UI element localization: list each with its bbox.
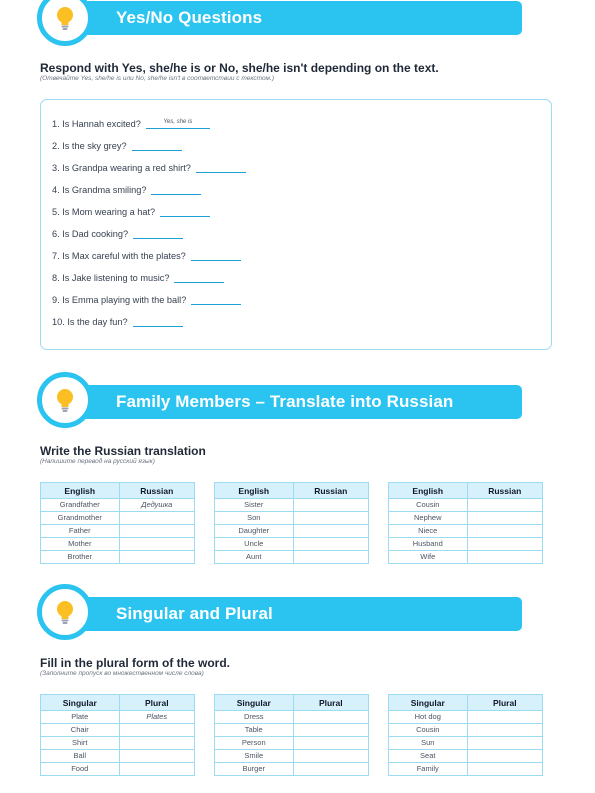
word-cell: Father — [41, 525, 120, 538]
column-header: Singular — [215, 695, 294, 711]
word-cell: Wife — [389, 551, 468, 564]
lightbulb-badge — [37, 0, 93, 46]
question-text: 5. Is Mom wearing a hat? — [52, 207, 156, 217]
column-header: Plural — [119, 695, 194, 711]
question-text: 6. Is Dad cooking? — [52, 229, 129, 239]
word-cell: Food — [41, 763, 120, 776]
answer-cell[interactable]: Plates — [119, 711, 194, 724]
instruction-plural: Fill in the plural form of the word. — [40, 656, 230, 670]
answer-blank[interactable] — [160, 206, 210, 217]
lightbulb-icon — [50, 385, 80, 415]
table-row — [41, 711, 195, 724]
table-row — [41, 737, 195, 750]
section-banner-family — [44, 385, 522, 419]
instruction-ru-family: (Напишите перевод на русский язык) — [40, 458, 155, 465]
question-text: 8. Is Jake listening to music? — [52, 273, 170, 283]
column-header: English — [215, 483, 294, 499]
column-header: Singular — [41, 695, 120, 711]
answer-cell[interactable] — [293, 750, 368, 763]
column-header: Russian — [119, 483, 194, 499]
column-header: English — [41, 483, 120, 499]
family-table-1 — [40, 482, 195, 564]
answer-blank[interactable] — [174, 272, 224, 283]
answer-cell[interactable] — [119, 538, 194, 551]
word-cell: Family — [389, 763, 468, 776]
plural-table-3 — [388, 694, 543, 776]
answer-cell[interactable] — [467, 525, 542, 538]
answer-cell[interactable] — [293, 525, 368, 538]
table-row — [389, 750, 543, 763]
question-row — [52, 162, 246, 173]
table-row — [41, 512, 195, 525]
answer-cell[interactable] — [467, 538, 542, 551]
answer-blank[interactable] — [133, 316, 183, 327]
answer-cell[interactable] — [119, 724, 194, 737]
word-cell: Plate — [41, 711, 120, 724]
answer-cell[interactable] — [119, 512, 194, 525]
answer-blank[interactable] — [191, 250, 241, 261]
family-table-3 — [388, 482, 543, 564]
table-row — [215, 711, 369, 724]
word-cell: Smile — [215, 750, 294, 763]
answer-cell[interactable] — [467, 512, 542, 525]
answer-cell[interactable] — [467, 499, 542, 512]
answer-cell[interactable] — [293, 711, 368, 724]
table-row — [215, 512, 369, 525]
column-header: Russian — [467, 483, 542, 499]
word-cell: Grandfather — [41, 499, 120, 512]
table-row — [41, 538, 195, 551]
word-cell: Nephew — [389, 512, 468, 525]
table-row — [389, 512, 543, 525]
answer-cell[interactable] — [467, 724, 542, 737]
question-row — [52, 118, 210, 129]
answer-cell[interactable] — [119, 750, 194, 763]
answer-blank[interactable] — [132, 140, 182, 151]
table-row — [215, 763, 369, 776]
answer-cell[interactable] — [467, 750, 542, 763]
plural-table-2 — [214, 694, 369, 776]
answer-blank[interactable] — [196, 162, 246, 173]
word-cell: Cousin — [389, 724, 468, 737]
instruction-ru-yesno: (Отвечайте Yes, she/he is или No, she/he isn't в соответствии с текстом.) — [40, 75, 274, 82]
table-row — [215, 551, 369, 564]
table-row — [41, 724, 195, 737]
word-cell: Husband — [389, 538, 468, 551]
table-header-row — [41, 695, 195, 711]
table-row — [389, 737, 543, 750]
table-row — [389, 525, 543, 538]
question-row — [52, 184, 201, 195]
answer-cell[interactable] — [293, 551, 368, 564]
table-row — [215, 724, 369, 737]
plural-table-1 — [40, 694, 195, 776]
section-banner-plural — [44, 597, 522, 631]
table-row — [389, 711, 543, 724]
answer-cell[interactable] — [293, 724, 368, 737]
instruction-ru-plural: (Заполните пропуск во множественном числе слова) — [40, 670, 204, 677]
question-row — [52, 272, 224, 283]
answer-cell[interactable] — [293, 763, 368, 776]
table-header-row — [215, 483, 369, 499]
word-cell: Hot dog — [389, 711, 468, 724]
table-row — [389, 499, 543, 512]
word-cell: Dress — [215, 711, 294, 724]
lightbulb-badge — [37, 584, 93, 640]
word-cell: Son — [215, 512, 294, 525]
question-row — [52, 316, 183, 327]
table-row — [41, 551, 195, 564]
word-cell: Cousin — [389, 499, 468, 512]
word-cell: Burger — [215, 763, 294, 776]
answer-cell[interactable] — [467, 551, 542, 564]
answer-cell[interactable] — [467, 763, 542, 776]
answer-cell[interactable] — [119, 737, 194, 750]
question-text: 1. Is Hannah excited? — [52, 119, 141, 129]
word-cell: Seat — [389, 750, 468, 763]
instruction-yesno: Respond with Yes, she/he is or No, she/he isn't depending on the text. — [40, 61, 439, 75]
column-header: Russian — [293, 483, 368, 499]
question-text: 3. Is Grandpa wearing a red shirt? — [52, 163, 191, 173]
table-row — [41, 525, 195, 538]
answer-cell[interactable]: Дедушка — [119, 499, 194, 512]
table-row — [389, 551, 543, 564]
word-cell: Chair — [41, 724, 120, 737]
questions-box — [40, 99, 552, 350]
question-text: 2. Is the sky grey? — [52, 141, 127, 151]
answer-cell[interactable] — [119, 763, 194, 776]
word-cell: Person — [215, 737, 294, 750]
word-cell: Uncle — [215, 538, 294, 551]
column-header: Singular — [389, 695, 468, 711]
question-row — [52, 250, 241, 261]
word-cell: Shirt — [41, 737, 120, 750]
word-cell: Sun — [389, 737, 468, 750]
answer-cell[interactable] — [119, 525, 194, 538]
instruction-family: Write the Russian translation — [40, 444, 206, 458]
answer-blank[interactable]: Yes, she is — [146, 118, 210, 129]
question-text: 7. Is Max careful with the plates? — [52, 251, 186, 261]
lightbulb-icon — [50, 597, 80, 627]
answer-cell[interactable] — [293, 737, 368, 750]
table-row — [215, 750, 369, 763]
answer-cell[interactable] — [119, 551, 194, 564]
table-row — [389, 763, 543, 776]
column-header: English — [389, 483, 468, 499]
table-row — [389, 724, 543, 737]
table-row — [41, 499, 195, 512]
answer-cell[interactable] — [467, 711, 542, 724]
question-row — [52, 228, 183, 239]
table-row — [41, 763, 195, 776]
word-cell: Table — [215, 724, 294, 737]
section-title: Singular and Plural — [116, 604, 273, 623]
table-row — [215, 737, 369, 750]
word-cell: Grandmother — [41, 512, 120, 525]
table-row — [215, 525, 369, 538]
section-banner-yesno — [44, 1, 522, 35]
table-row — [41, 750, 195, 763]
section-title: Family Members – Translate into Russian — [116, 392, 454, 411]
word-cell: Brother — [41, 551, 120, 564]
word-cell: Ball — [41, 750, 120, 763]
answer-blank[interactable] — [133, 228, 183, 239]
column-header: Plural — [467, 695, 542, 711]
word-cell: Niece — [389, 525, 468, 538]
column-header: Plural — [293, 695, 368, 711]
word-cell: Sister — [215, 499, 294, 512]
table-row — [215, 499, 369, 512]
section-title: Yes/No Questions — [116, 8, 263, 27]
answer-blank[interactable] — [191, 294, 241, 305]
lightbulb-badge — [37, 372, 93, 428]
answer-cell[interactable] — [293, 512, 368, 525]
question-text: 10. Is the day fun? — [52, 317, 128, 327]
question-text: 4. Is Grandma smiling? — [52, 185, 147, 195]
answer-blank[interactable] — [151, 184, 201, 195]
question-row — [52, 140, 182, 151]
answer-cell[interactable] — [293, 499, 368, 512]
answer-cell[interactable] — [293, 538, 368, 551]
lightbulb-icon — [50, 3, 80, 33]
answer-cell[interactable] — [467, 737, 542, 750]
table-header-row — [389, 695, 543, 711]
word-cell: Aunt — [215, 551, 294, 564]
table-row — [215, 538, 369, 551]
table-row — [389, 538, 543, 551]
table-header-row — [215, 695, 369, 711]
word-cell: Daughter — [215, 525, 294, 538]
question-text: 9. Is Emma playing with the ball? — [52, 295, 187, 305]
word-cell: Mother — [41, 538, 120, 551]
table-header-row — [41, 483, 195, 499]
question-row — [52, 206, 210, 217]
family-table-2 — [214, 482, 369, 564]
question-row — [52, 294, 241, 305]
table-header-row — [389, 483, 543, 499]
